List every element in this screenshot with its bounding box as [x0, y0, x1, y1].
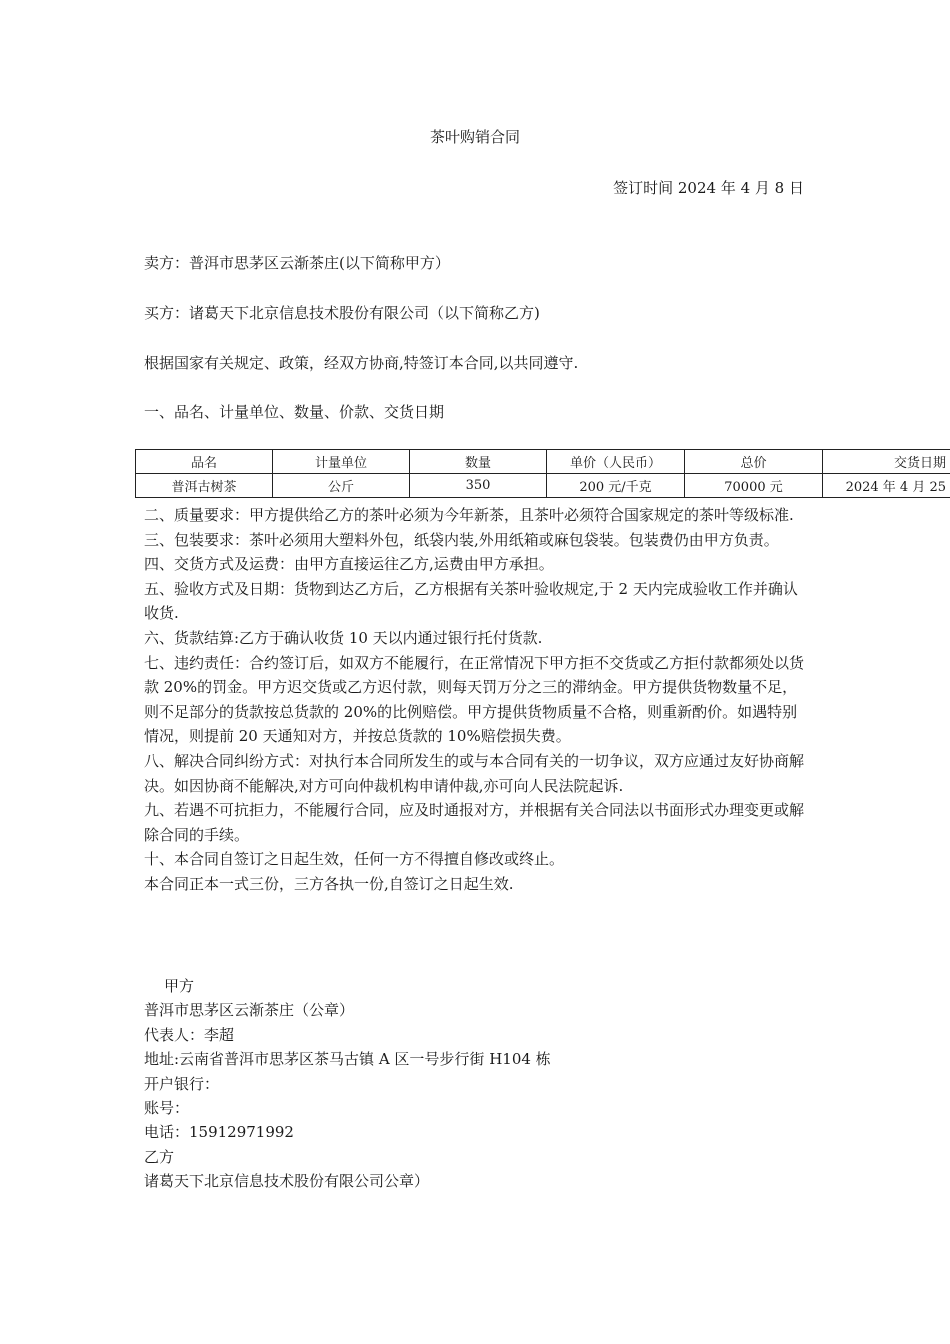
party-a-label: 甲方 [164, 977, 195, 995]
seller-line: 卖方：普洱市思茅区云渐茶庄(以下简称甲方） [144, 254, 450, 272]
table-header-cell: 品名 [136, 450, 273, 474]
clause-copies: 本合同正本一式三份，三方各执一份,自签订之日起生效. [144, 874, 514, 893]
signature-block [144, 974, 551, 1194]
party-a-name: 普洱市思茅区云渐茶庄（公章） [144, 1001, 355, 1020]
document-title: 茶叶购销合同 [429, 128, 520, 146]
clause-packaging: 三、包装要求：茶叶必须用大塑料外包，纸袋内装,外用纸箱或麻包袋装。包装费仍由甲方负责。 [144, 530, 779, 549]
preamble-line: 根据国家有关规定、政策，经双方协商,特签订本合同,以共同遵守. [144, 354, 579, 372]
table-header-cell: 单价（人民币） [547, 450, 685, 474]
party-a-bank: 开户银行： [144, 1074, 220, 1093]
clause-delivery: 四、交货方式及运费：由甲方直接运往乙方,运费由甲方承担。 [144, 555, 554, 574]
buyer-line: 买方：诸葛天下北京信息技术股份有限公司（以下简称乙方) [144, 304, 540, 322]
sign-date: 签订时间 2024 年 4 月 8 日 [613, 179, 804, 197]
party-a-account: 账号： [144, 1099, 190, 1118]
clause-disputes: 八、解决合同纠纷方式：对执行本合同所发生的或与本合同有关的一切争议，双方应通过友好协商解决。如因协商不能解决,对方可向仲裁机构申请仲裁,亦可向人民法院起诉. [144, 751, 805, 795]
table-header-cell: 总价 [685, 450, 823, 474]
table-cell: 公斤 [273, 474, 410, 498]
clause-payment: 六、货款结算:乙方于确认收货 10 天以内通过银行托付货款. [144, 628, 543, 647]
clause-quality: 二、质量要求：甲方提供给乙方的茶叶必须为今年新茶，且茶叶必须符合国家规定的茶叶等级标准. [144, 506, 794, 524]
table-header-cell: 交货日期 [823, 450, 950, 474]
table-cell: 70000 元 [685, 474, 823, 498]
table-cell: 2024 年 4 月 25 [823, 474, 950, 498]
party-a-address: 地址:云南省普洱市思茅区茶马古镇 A 区一号步行街 H104 栋 [144, 1050, 551, 1069]
party-b-name: 诸葛天下北京信息技术股份有限公司公章） [144, 1172, 430, 1191]
table-cell: 200 元/千克 [547, 474, 685, 498]
clause-force-majeure: 九、若遇不可抗拒力，不能履行合同，应及时通报对方，并根据有关合同法以书面形式办理变更或解除合同的手续。 [144, 801, 805, 844]
table-row [136, 474, 950, 498]
table-header-row [136, 450, 950, 474]
party-a-phone: 电话：15912971992 [144, 1123, 294, 1142]
clause-acceptance: 五、验收方式及日期：货物到达乙方后，乙方根据有关茶叶验收规定,于 2 天内完成验收工作并确认收货. [144, 579, 798, 623]
section-1-heading: 一、品名、计量单位、数量、价款、交货日期 [144, 403, 445, 421]
table-cell: 350 [410, 474, 547, 498]
table-header-cell: 计量单位 [273, 450, 410, 474]
contract-clauses [144, 503, 812, 897]
clause-liability: 七、违约责任：合约签订后，如双方不能履行，在正常情况下甲方拒不交货或乙方拒付款都须处以货款 20%的罚金。甲方迟交货或乙方迟付款，则每天罚万分之三的滞纳金。甲方提供货物数量不足，则不足部分的货款按总货款的 20%的比例赔偿。甲方提供货物质量不合格，则重新酌价。如遇特别情况，则提前 20 天通知对方，并按总货款的 10%赔偿损失费。 [144, 653, 805, 746]
party-b-label: 乙方 [144, 1147, 175, 1166]
party-a-representative: 代表人：李超 [144, 1025, 235, 1044]
table-header-cell: 数量 [410, 450, 547, 474]
goods-table [135, 449, 950, 498]
clause-effective: 十、本合同自签订之日起生效，任何一方不得擅自修改或终止。 [144, 850, 565, 869]
table-cell: 普洱古树茶 [136, 474, 273, 498]
